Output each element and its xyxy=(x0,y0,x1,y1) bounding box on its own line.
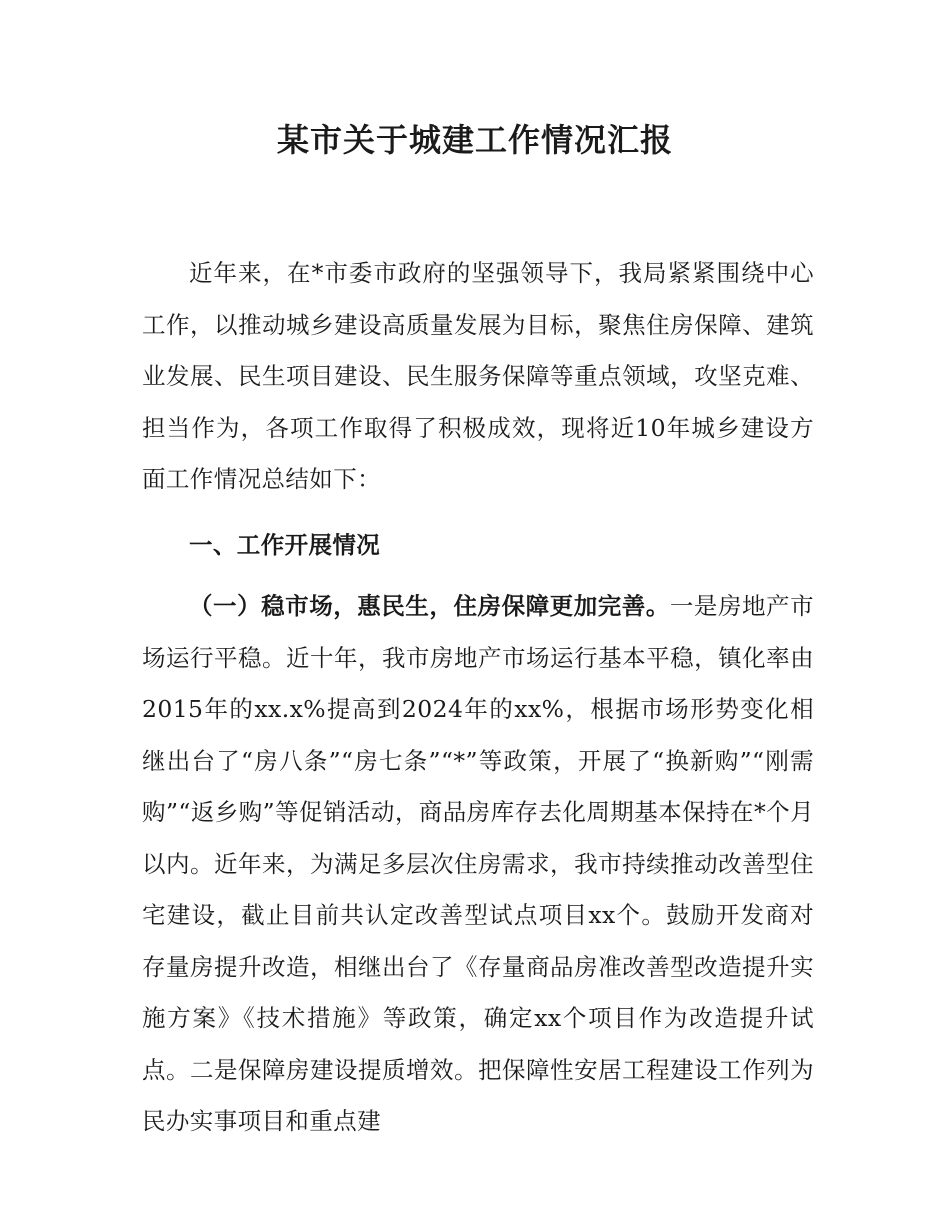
subsection-bold-lead: （一）稳市场，惠民生，住房保障更加完善。 xyxy=(189,592,670,620)
subsection-paragraph xyxy=(142,581,814,1148)
section-heading: 一、工作开展情况 xyxy=(189,530,381,559)
subsection-text: 一是房地产市场运行平稳。近十年，我市房地产市场运行基本平稳，镇化率由2015年的xx.x%提高到2024年的xx%，根据市场形势变化相继出台了“房八条”“房七条”“*”等政策，开展了“换新购”“刚需购”“返乡购”等促销活动，商品房库存去化周期基本保持在*个月以内。近年来，为满足多层次住房需求，我市持续推动改善型住宅建设，截止目前共认定改善型试点项目xx个。鼓励开发商对存量房提升改造，相继出台了《存量商品房准改善型改造提升实施方案》《技术措施》等政策，确定xx个项目作为改造提升试点。二是保障房建设提质增效。把保障性安居工程建设工作列为民办实事项目和重点建 xyxy=(142,592,814,1135)
document-body xyxy=(142,248,814,1148)
intro-paragraph: 近年来，在*市委市政府的坚强领导下，我局紧紧围绕中心工作，以推动城乡建设高质量发展为目标，聚焦住房保障、建筑业发展、民生项目建设、民生服务保障等重点领域，攻坚克难、担当作为，各项工作取得了积极成效，现将近10年城乡建设方面工作情况总结如下： xyxy=(142,259,814,493)
document-title: 某市关于城建工作情况汇报 xyxy=(276,121,673,159)
